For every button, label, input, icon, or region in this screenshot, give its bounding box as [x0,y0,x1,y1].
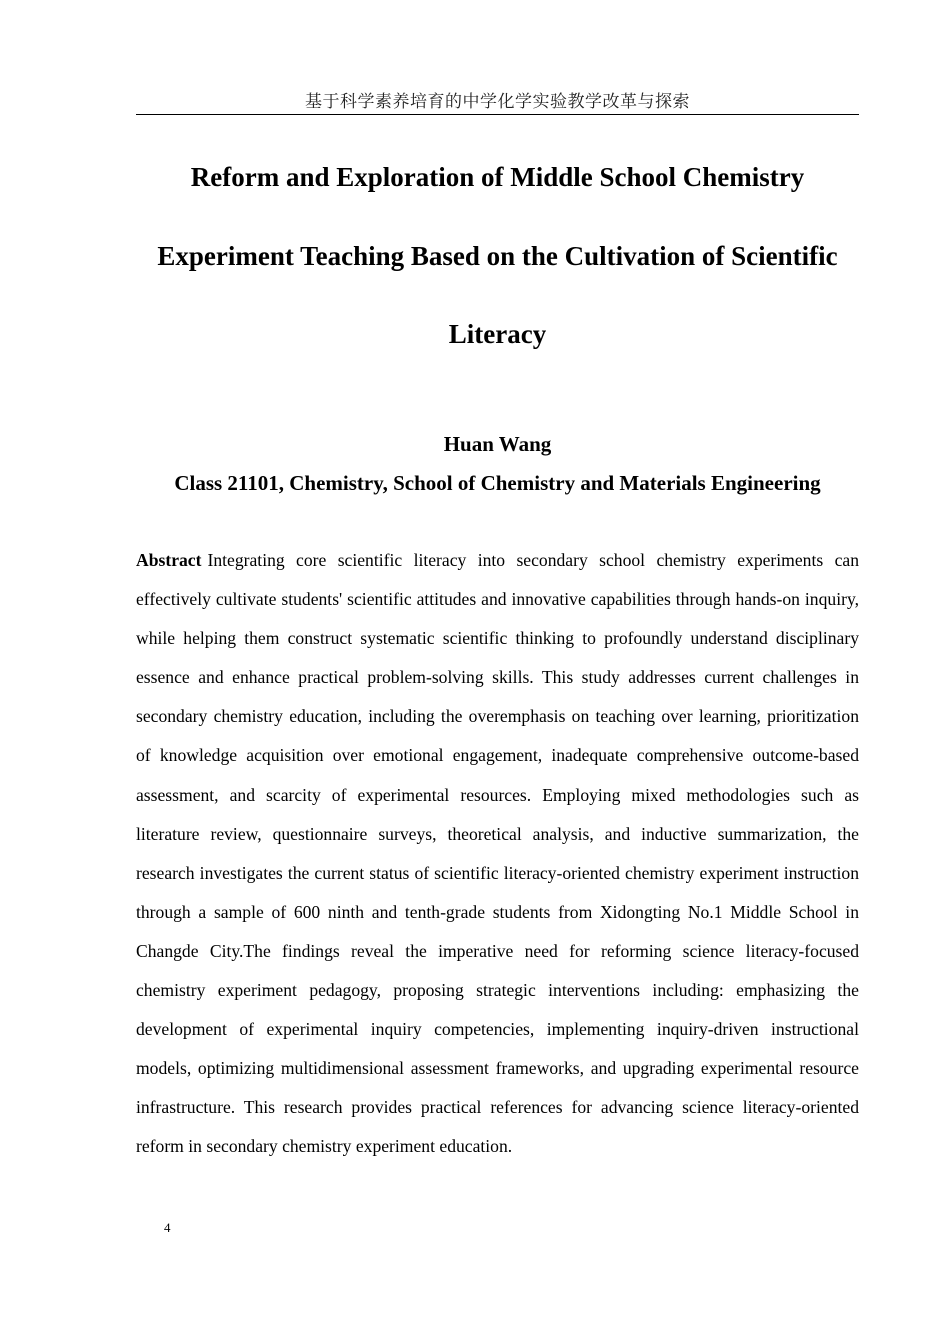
abstract-text: Integrating core scientific literacy into secondary school chemistry experiments can effectively cultivate students' scientific attitudes and innovative capabilities through hands-on inquiry, while helping them construct systematic scientific thinking to profoundly understand disciplinary essence and enhance practical problem-solving skills. This study addresses current challenges in secondary chemistry education, including the overemphasis on teaching over learning, prioritization of knowledge acquisition over emotional engagement, inadequate comprehensive outcome-based assessment, and scarcity of experimental resources. Employing mixed methodologies such as literature review, questionnaire surveys, theoretical analysis, and inductive summarization, the research investigates the current status of scientific literacy-oriented chemistry experiment instruction through a sample of 600 ninth and tenth-grade students from Xidongting No.1 Middle School in Changde City.The findings reveal the imperative need for reforming science literacy-focused chemistry experiment pedagogy, proposing strategic interventions including: emphasizing the development of experimental inquiry competencies, implementing inquiry-driven instructional models, optimizing multidimensional assessment frameworks, and upgrading experimental resource infrastructure. This research provides practical references for advancing science literacy-oriented reform in secondary chemistry experiment education. [136,550,859,1157]
author-name: Huan Wang [443,432,552,456]
paper-title: Reform and Exploration of Middle School Chemistry Experiment Teaching Based on the Cultivation of Scientific Literacy [157,162,838,349]
page-number: 4 [164,1220,171,1235]
abstract-label: Abstract [136,550,202,570]
abstract-paragraph [136,541,859,1167]
running-header: 基于科学素养培育的中学化学实验教学改革与探索 [136,90,859,115]
author-affiliation: Class 21101, Chemistry, School of Chemistry and Materials Engineering [174,471,821,495]
